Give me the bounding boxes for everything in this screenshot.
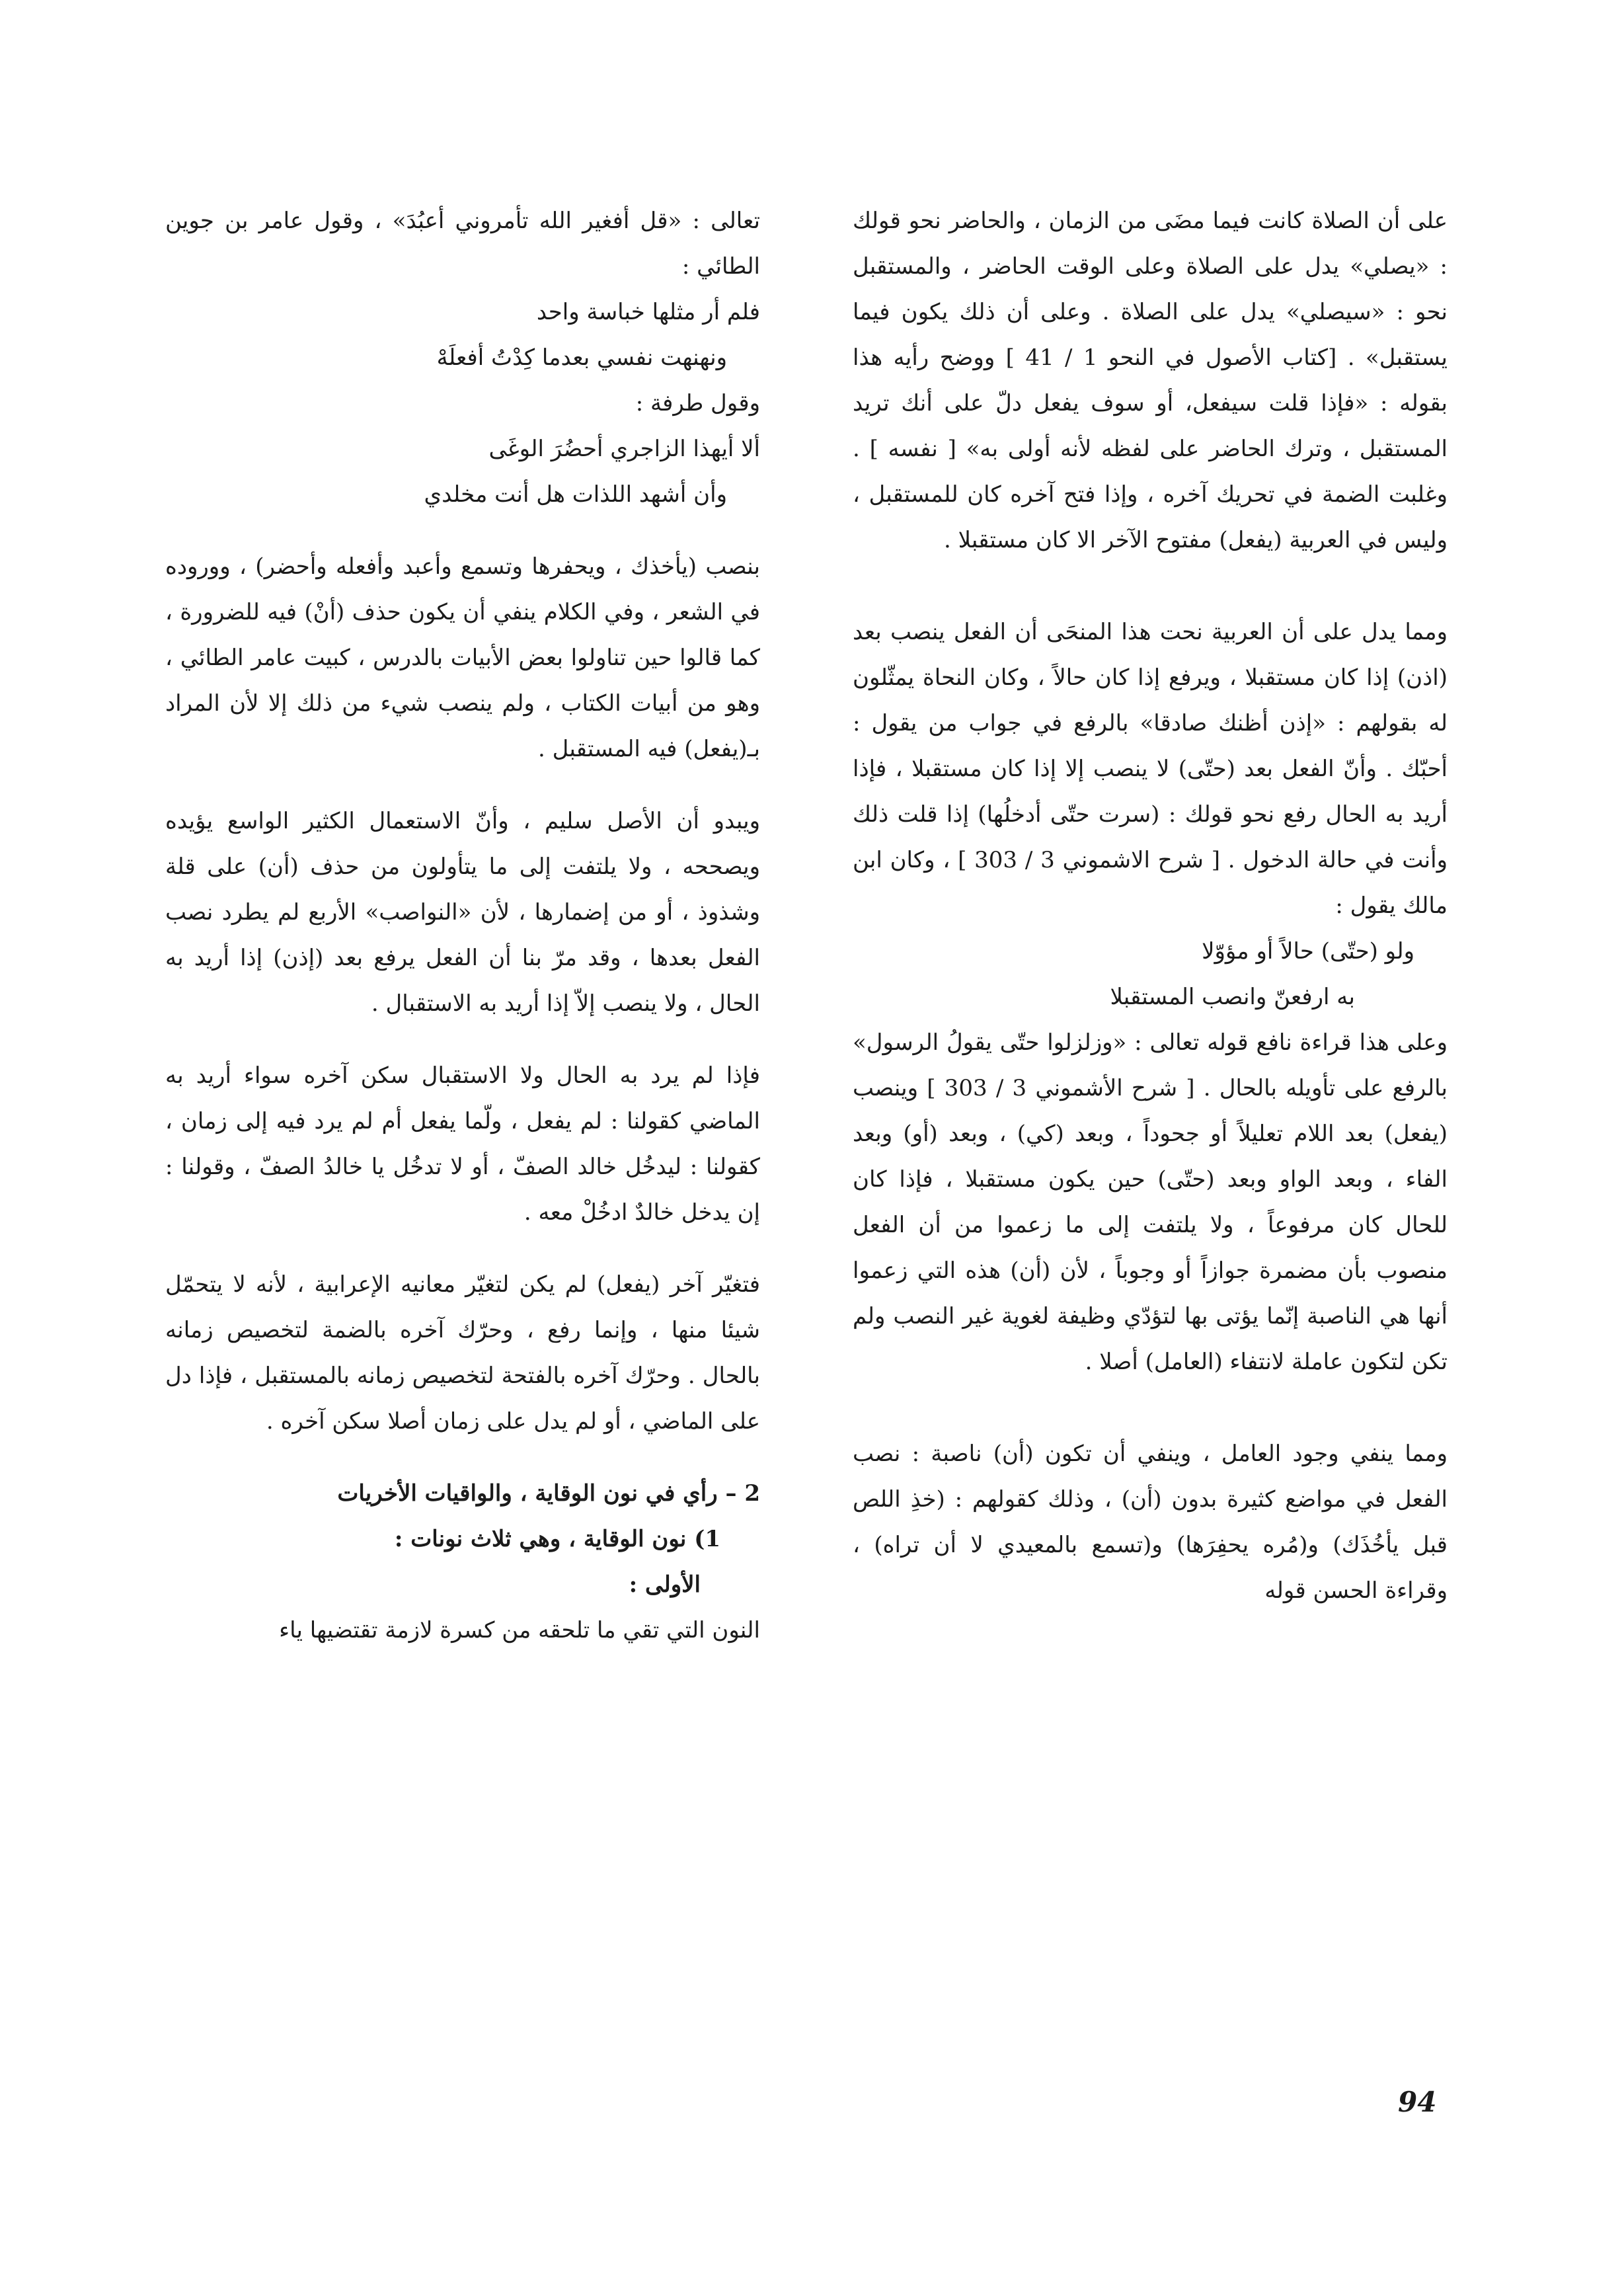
paragraph-gap <box>165 1236 760 1262</box>
verse-line: ونهنهت نفسي بعدما كِدْتُ أفعلَهْ <box>436 344 727 371</box>
paragraph: ومما ينفي وجود العامل ، وينفي أن تكون (أن) ناصبة : نصب الفعل في مواضع كثيرة بدون (أن) ، وذلك كقولهم : (خذِ اللص قبل يأخُذَك) و(مُره يحفِرَها) و(تسمع بالمعيدي لا أن تراه) ، وقراءة الحسن قوله <box>853 1441 1448 1604</box>
paragraph-gap <box>165 1445 760 1471</box>
verse-line: وأن أشهد اللذات هل أنت مخلدي <box>424 481 727 508</box>
verse-line: فلم أر مثلها خباسة واحد <box>536 299 760 325</box>
paragraph-gap <box>853 1385 1448 1431</box>
verse-line: ولو (حتّى) حالاً أو مؤوّلا <box>1202 938 1414 965</box>
paragraph-gap <box>165 772 760 799</box>
paragraph: على أن الصلاة كانت فيما مضَى من الزمان ، والحاضر نحو قولك : «يصلي» يدل على الصلاة وعلى الوقت الحاضر ، والمستقبل نحو : «سيصلي» يدل على الصلاة . وعلى أن ذلك يكون فيما يستقبل» . [كتاب الأصول في النحو 1 / 41 ] ووضح رأيه هذا بقوله : «فإذا قلت سيفعل، أو سوف يفعل دلّ على أنك تريد المستقبل ، وترك الحاضر على لفظه لأنه أولى به» [ نفسه ] . وغلبت الضمة في تحريك آخره ، وإذا فتح آخره كان للمستقبل ، وليس في العربية (يفعل) مفتوح الآخر الا كان مستقبلا . <box>853 208 1448 553</box>
subsection-heading: 1) نون الوقاية ، وهي ثلاث نونات : <box>394 1526 720 1552</box>
paragraph: وعلى هذا قراءة نافع قوله تعالى : «وزلزلوا حتّى يقولُ الرسول» بالرفع على تأويله بالحال . [ شرح الأشموني 3 / 303 ] وينصب (يفعل) بعد اللام تعليلاً أو جحوداً ، وبعد (كي) ، وبعد (أو) وبعد الفاء ، وبعد الواو وبعد (حتّى) حين يكون مستقبلا ، فإذا كان للحال كان مرفوعاً ، ولا يلتفت إلى ما زعموا من أن الفعل منصوب بأن مضمرة جوازاً أو وجوباً ، لأن (أن) هذه التي زعموا أنها هي الناصبة إنّما يؤتى بها لتؤدّي وظيفة لغوية غير النصب ولم تكن لتكون عاملة لانتفاء (العامل) أصلا . <box>853 1029 1448 1375</box>
paragraph: فإذا لم يرد به الحال ولا الاستقبال سكن آخره سواء أريد به الماضي كقولنا : لم يفعل ، ولّما يفعل أم لم يرد فيه إلى زمان ، كقولنا : ليدخُل خالد الصفّ ، أو لا تدخُل يا خالدُ الصفّ ، وقولنا : إن يدخل خالدٌ ادخُلْ معه . <box>165 1062 760 1226</box>
paragraph: بنصب (يأخذك ، ويحفرها وتسمع وأعبد وأفعله وأحضر) ، ووروده في الشعر ، وفي الكلام ينفي أن يكون حذف (أنْ) فيه للضرورة ، كما قالوا حين تناولوا بعض الأبيات بالدرس ، كبيت عامر الطائي ، وهو من أبيات الكتاب ، ولم ينصب شيء من ذلك إلا لأن المراد بـ(يفعل) فيه المستقبل . <box>165 553 760 762</box>
subsubsection-heading: الأولى : <box>629 1571 701 1598</box>
paragraph-gap <box>165 518 760 544</box>
paragraph: ويبدو أن الأصل سليم ، وأنّ الاستعمال الكثير الواسع يؤيده ويصححه ، ولا يلتفت إلى ما يتأولون من حذف (أن) على قلة وشذوذ ، أو من إضمارها ، لأن «النواصب» الأربع لم يطرد نصب الفعل بعدها ، وقد مرّ بنا أن الفعل يرفع بعد (إذن) إذا أريد به الحال ، ولا ينصب إلاّ إذا أريد به الاستقبال . <box>165 808 760 1017</box>
verse-line: ألا أيهذا الزاجري أحضُرَ الوغَى <box>488 436 760 462</box>
paragraph: النون التي تقي ما تلحقه من كسرة لازمة تقتضيها ياء <box>279 1617 760 1643</box>
paragraph: فتغيّر آخر (يفعل) لم يكن لتغيّر معانيه الإعرابية ، لأنه لا يتحمّل شيئا منها ، وإنما رفع ، وحرّك آخره بالضمة لتخصيص زمانه بالحال . وحرّك آخره بالفتحة لتخصيص زمانه بالمستقبل ، فإذا دل على الماضي ، أو لم يدل على زمان أصلا سكن آخره . <box>165 1271 760 1435</box>
paragraph-gap <box>165 1027 760 1053</box>
verse-line: به ارفعنّ وانصب المستقبلا <box>1110 984 1355 1010</box>
right-column <box>853 198 1448 1614</box>
paragraph: ومما يدل على أن العربية نحت هذا المنحَى أن الفعل ينصب بعد (اذن) إذا كان مستقبلا ، ويرفع إذا كان حالاً ، وكان النحاة يمثّلون له بقولهم : «إذن أظنك صادقا» بالرفع في جواب من يقول : أحبّك . وأنّ الفعل بعد (حتّى) لا ينصب إلا إذا كان مستقبلا ، فإذا أريد به الحال رفع نحو قولك : (سرت حتّى أدخلُها) إذا قلت ذلك وأنت في حالة الدخول . [ شرح الاشموني 3 / 303 ] ، وكان ابن مالك يقول : <box>853 619 1448 919</box>
section-heading: 2 – رأي في نون الوقاية ، والواقيات الأخريات <box>337 1480 760 1507</box>
page-number: 94 <box>1398 2086 1437 2118</box>
paragraph: تعالى : «قل أفغير الله تأمروني أعبُدَ» ، وقول عامر بن جوين الطائي : <box>165 208 760 280</box>
paragraph: وقول طرفة : <box>635 390 760 416</box>
left-column <box>165 198 760 1653</box>
paragraph-gap <box>853 563 1448 610</box>
